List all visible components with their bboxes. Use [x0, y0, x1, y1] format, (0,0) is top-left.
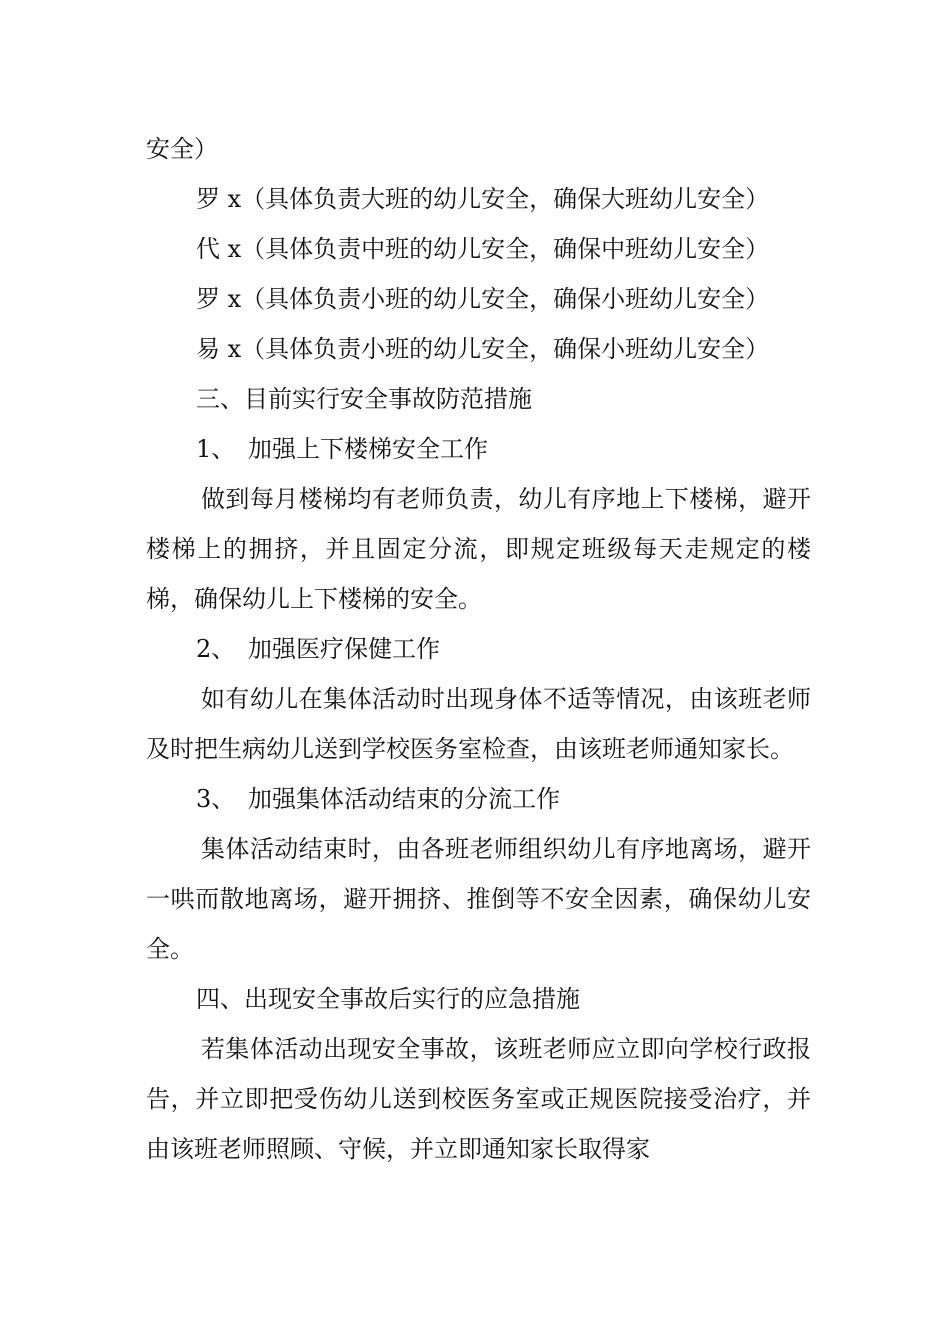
staff-line-2: 代 x（具体负责中班的幼儿安全，确保中班幼儿安全） [196, 235, 770, 263]
continuation-text: 安全） [146, 135, 218, 163]
staff-line-1: 罗 x（具体负责大班的幼儿安全，确保大班幼儿安全） [196, 185, 770, 213]
item-2-heading [146, 624, 811, 674]
staff-line-4: 易 x（具体负责小班的幼儿安全，确保小班幼儿安全） [196, 335, 770, 363]
document-body [146, 124, 811, 1174]
item-2-number: 2、 [196, 635, 236, 663]
item-2-body: 如有幼儿在集体活动时出现身体不适等情况，由该班老师及时把生病幼儿送到学校医务室检查，由该班老师通知家长。 [146, 685, 811, 763]
section-3-heading: 三、目前实行安全事故防范措施 [196, 385, 532, 413]
section-4-heading: 四、出现安全事故后实行的应急措施 [196, 985, 580, 1013]
item-1-title: 加强上下楼梯安全工作 [248, 435, 488, 463]
item-1-heading [146, 424, 811, 474]
item-3-heading [146, 774, 811, 824]
section-4-body: 若集体活动出现安全事故，该班老师应立即向学校行政报告，并立即把受伤幼儿送到校医务室或正规医院接受治疗，并由该班老师照顾、守候，并立即通知家长取得家 [146, 1035, 811, 1163]
item-2-title: 加强医疗保健工作 [248, 635, 440, 663]
item-3-title: 加强集体活动结束的分流工作 [248, 785, 560, 813]
item-3-body: 集体活动结束时，由各班老师组织幼儿有序地离场，避开一哄而散地离场，避开拥挤、推倒等不安全因素，确保幼儿安全。 [146, 835, 811, 963]
staff-line-3: 罗 x（具体负责小班的幼儿安全，确保小班幼儿安全） [196, 285, 770, 313]
item-1-number: 1、 [196, 435, 236, 463]
item-3-number: 3、 [196, 785, 236, 813]
item-1-body: 做到每月楼梯均有老师负责，幼儿有序地上下楼梯，避开楼梯上的拥挤，并且固定分流，即规定班级每天走规定的楼梯，确保幼儿上下楼梯的安全。 [146, 485, 811, 613]
